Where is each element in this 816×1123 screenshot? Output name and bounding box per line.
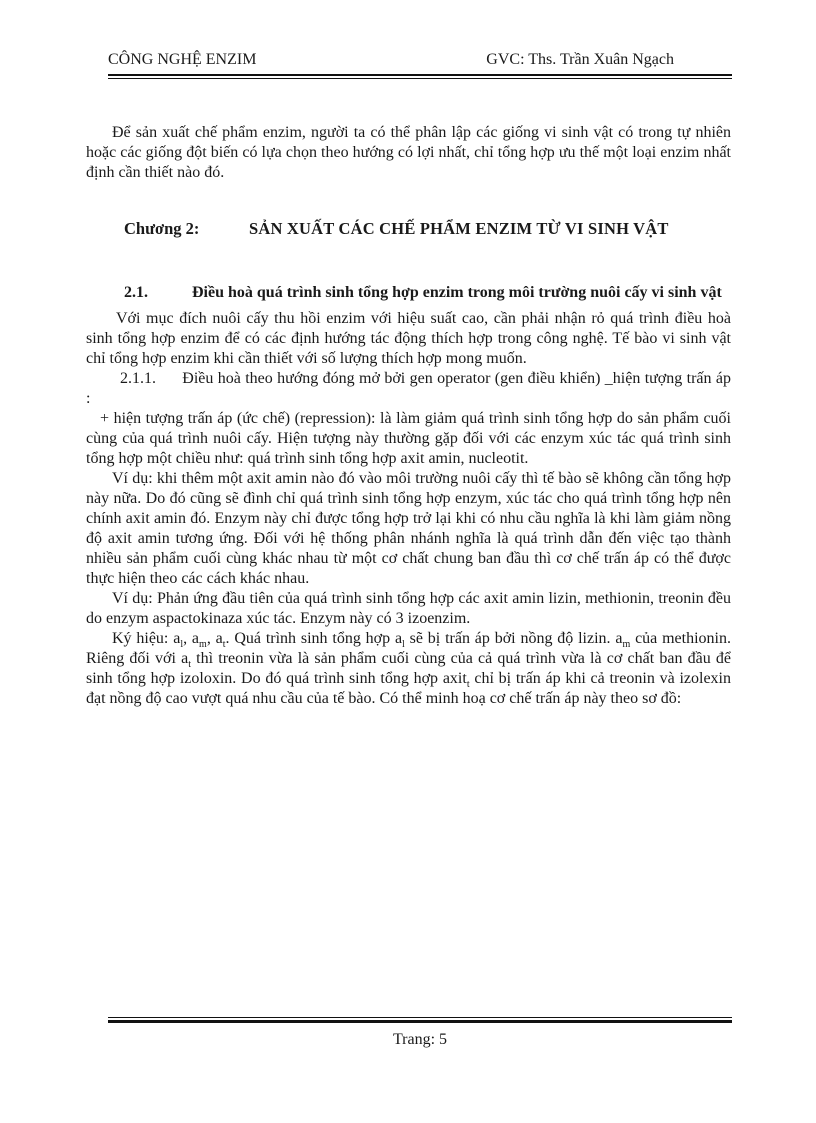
subscript: t xyxy=(466,679,470,691)
text-run: Ký hiệu: a xyxy=(112,630,181,647)
footer-rule-thick xyxy=(108,1020,732,1023)
subsection-text: Điều hoà theo hướng đóng mở bởi gen operator (gen điều khiển) _hiện tượng trấn áp : xyxy=(86,370,732,407)
section-title: Điều hoà quá trình sinh tổng hợp enzim trong môi trường nuôi cấy vi sinh vật xyxy=(192,284,722,301)
section-number: 2.1. xyxy=(124,284,148,301)
subscript: l xyxy=(180,639,184,651)
subsection-number: 2.1.1. xyxy=(120,370,156,387)
paragraph: Với mục đích nuôi cấy thu hồi enzim với hiệu suất cao, cần phải nhận rỏ quá trình điều hoà sinh tổng hợp enzim để có các định hướng tác động thích hợp trong công nghệ. Tế bào vi sinh vật chỉ tổng hợp enzim khi cần thiết với số lượng thích hợp mong muốn. xyxy=(86,310,731,367)
paragraph: + hiện tượng trấn áp (ức chế) (repression): là làm giảm quá trình sinh tổng hợp do sản phẩm cuối cùng của quá trình nuôi cấy. Hiện tượng này thường gặp đối với các enzym xúc tác quá trình sinh tổng hợp một chiều như: quá trình sinh tổng hợp axit amin, nucleotit. xyxy=(86,410,731,467)
text-run: . Quá trình sinh tổng hợp a xyxy=(225,630,403,647)
text-run: thì treonin vừa là sản phẩm cuối cùng của cả quá trình vừa là cơ chất ban đầu để sinh tổng hợp izoloxin. Do đó quá trình sinh tổng hợp axit xyxy=(86,650,732,687)
intro-paragraph: Để sản xuất chế phẩm enzim, người ta có thể phân lập các giống vi sinh vật có trong tự nhiên hoặc các giống đột biến có lựa chọn theo hướng có lợi nhất, chỉ tổng hợp ưu thế một loại enzim nhất định cần thiết nào đó. xyxy=(86,124,731,181)
chapter-title: SẢN XUẤT CÁC CHẾ PHẨM ENZIM TỪ VI SINH VẬT xyxy=(249,219,669,238)
subscript: m xyxy=(199,639,207,651)
subscript: l xyxy=(402,639,405,651)
section-heading xyxy=(86,283,731,303)
page-number: Trang: 5 xyxy=(392,1031,448,1048)
page-header xyxy=(108,50,732,70)
chapter-heading xyxy=(86,219,731,239)
subsection-paragraph xyxy=(86,369,731,409)
text-run: của methionin. Riêng đối với a xyxy=(86,630,731,667)
footer-rule-thin xyxy=(108,1017,732,1018)
subscript: t xyxy=(222,639,226,651)
subscript: t xyxy=(188,659,191,671)
header-author: GVC: Ths. Trần Xuân Ngạch xyxy=(486,51,674,68)
paragraph xyxy=(86,629,731,709)
paragraph: Ví dụ: Phản ứng đầu tiên của quá trình sinh tổng hợp các axit amin lizin, methionin, treonin đều do enzym aspactokinaza xúc tác. Enzym này có 3 izoenzim. xyxy=(86,590,731,627)
header-rule-thin xyxy=(108,78,732,79)
chapter-number: Chương 2: xyxy=(124,219,200,238)
document-body xyxy=(86,123,731,709)
paragraph: Ví dụ: khi thêm một axit amin nào đó vào môi trường nuôi cấy thì tế bào sẽ không cần tổng hợp này nữa. Do đó cũng sẽ đình chỉ quá trình sinh tổng hợp enzym, xúc tác cho quá trình tổng hợp nên chính axit amin đó. Enzym này chỉ được tổng hợp trở lại khi có nhu cầu nghĩa là khi làm giảm nồng độ axit amin tương ứng. Đối với hệ thống phân nhánh nghĩa là quá trình dẫn đến việc tạo thành nhiều sản phẩm cuối cùng khác nhau từ một cơ chất chung ban đầu thì cơ chế trấn áp có thể được thực hiện theo các cách khác nhau. xyxy=(86,470,731,587)
text-run: chỉ bị trấn áp khi cả treonin và izolexin đạt nồng độ cao vượt quá nhu cầu của tế bào. Có thể minh hoạ cơ chế trấn áp này theo sơ đồ: xyxy=(86,670,731,707)
text-run: sẽ bị trấn áp bởi nồng độ lizin. a xyxy=(404,630,623,647)
header-title: CÔNG NGHỆ ENZIM xyxy=(108,51,257,68)
text-run: , a xyxy=(183,630,200,647)
subscript: m xyxy=(622,639,631,651)
header-rule-thick xyxy=(108,74,732,76)
text-run: , a xyxy=(206,630,223,647)
